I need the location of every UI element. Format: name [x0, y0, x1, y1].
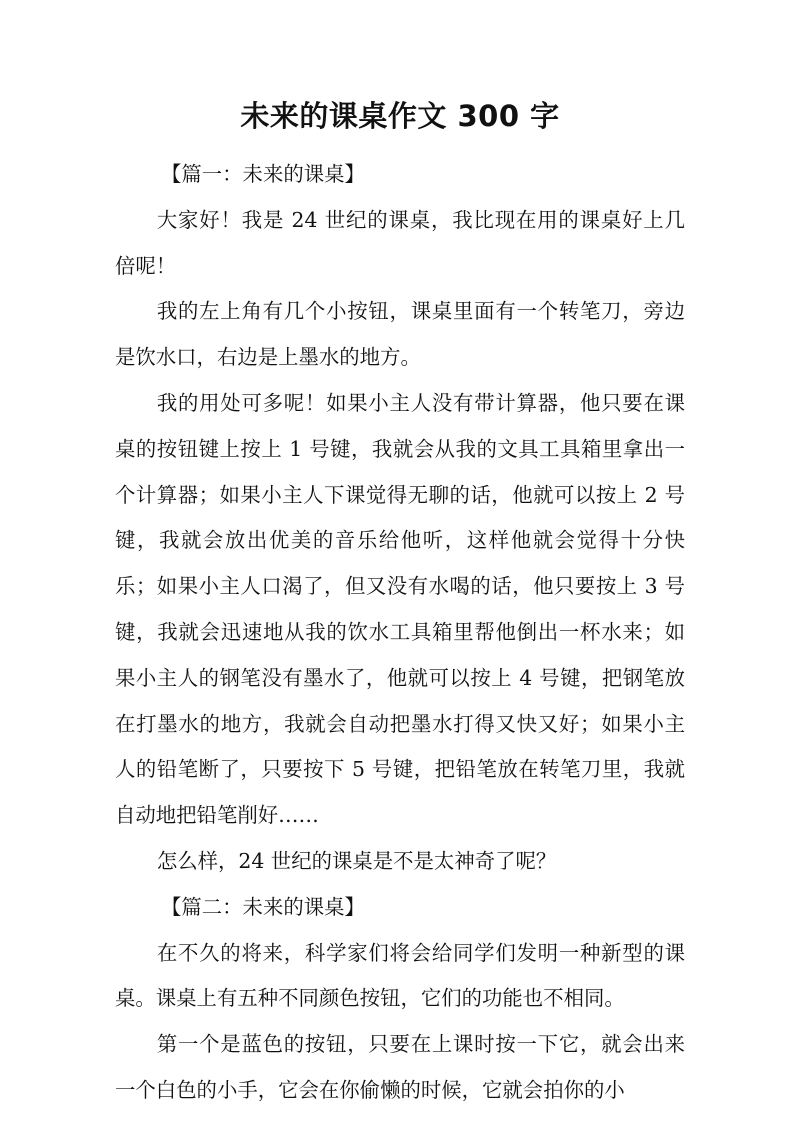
paragraph-1: 大家好！我是 24 世纪的课桌，我比现在用的课桌好上几倍呢！ [115, 207, 685, 278]
document-body [115, 152, 685, 1114]
paragraph-4: 怎么样，24 世纪的课桌是不是太神奇了呢？ [156, 848, 557, 873]
paragraph-3: 我的用处可多呢！如果小主人没有带计算器，他只要在课桌的按钮键上按上 1 号键，我就会从我的文具工具箱里拿出一个计算器；如果小主人下课觉得无聊的话，他就可以按上 2 号键，我就会放出优美的音乐给他听，这样他就会觉得十分快乐；如果小主人口渴了，但又没有水喝的话，他只要按上 3 号键，我就会迅速地从我的饮水工具箱里帮他倒出一杯水来；如果小主人的钢笔没有墨水了，他就可以按上 4 号键，把钢笔放在打墨水的地方，我就会自动把墨水打得又快又好；如果小主人的铅笔断了，只要按下 5 号键，把铅笔放在转笔刀里，我就自动地把铅笔削好…… [115, 390, 685, 828]
section-heading-1: 【篇一：未来的课桌】 [161, 162, 365, 186]
paragraph-6: 第一个是蓝色的按钮，只要在上课时按一下它，就会出来一个白色的小手，它会在你偷懒的时候，它就会拍你的小 [115, 1032, 685, 1102]
paragraph-2: 我的左上角有几个小按钮，课桌里面有一个转笔刀，旁边是饮水口，右边是上墨水的地方。 [115, 299, 685, 370]
section-heading-2: 【篇二：未来的课桌】 [161, 894, 365, 919]
document-title: 未来的课桌作文 300 字 [240, 99, 560, 133]
paragraph-5: 在不久的将来，科学家们将会给同学们发明一种新型的课桌。课桌上有五种不同颜色按钮，它们的功能也不相同。 [115, 940, 685, 1011]
